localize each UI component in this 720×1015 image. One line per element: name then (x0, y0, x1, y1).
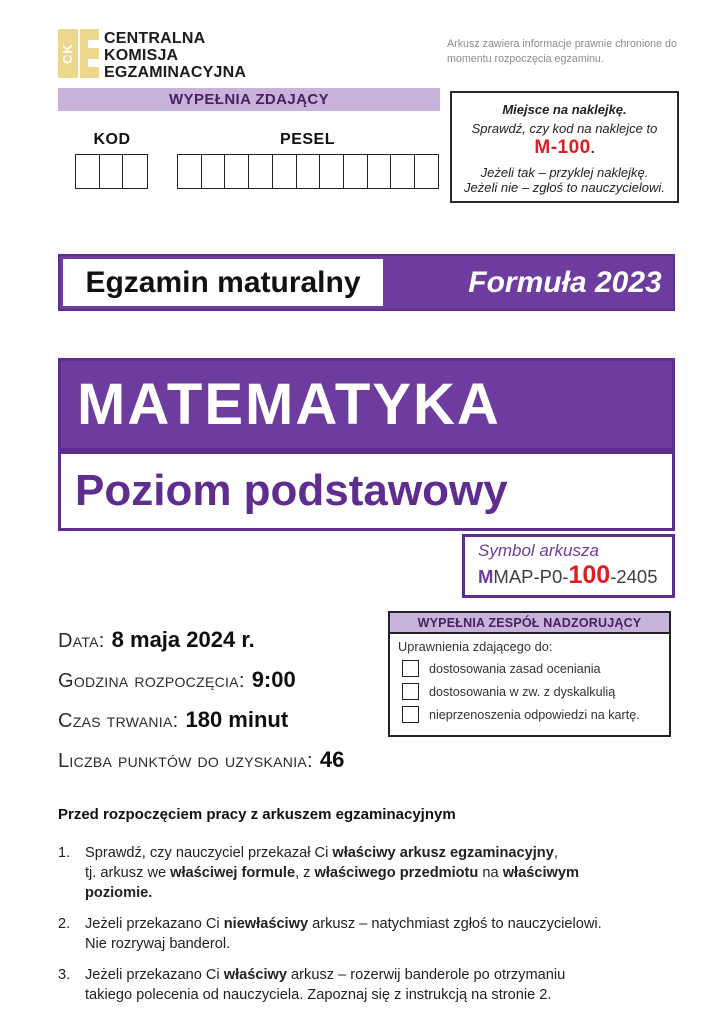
sheet-symbol-code (478, 561, 672, 590)
exam-banner (58, 254, 675, 311)
code-cell (296, 154, 321, 189)
code-cell (177, 154, 202, 189)
sheet-symbol-variant: 100 (568, 561, 611, 589)
sheet-symbol-prefix-highlight: M (478, 566, 494, 587)
sheet-symbol-label: Symbol arkusza (478, 541, 599, 560)
sheet-symbol-suffix: -2405 (610, 566, 658, 587)
instruction-item (58, 843, 674, 903)
pesel-label: PESEL (280, 131, 335, 148)
instruction-item-number: 1. (58, 845, 71, 861)
sticker-code-suffix: . (590, 140, 595, 156)
exam-info-row (58, 627, 344, 653)
instruction-item (58, 965, 674, 1005)
code-cell (224, 154, 249, 189)
instruction-item-text: Jeżeli przekazano Ci niewłaściwy arkusz – natychmiast zgłoś to nauczycielowi. Nie rozrywaj banderol. (85, 916, 602, 952)
cke-logo (58, 29, 99, 78)
exam-banner-title: Egzamin maturalny (63, 259, 383, 306)
checkbox (402, 683, 419, 700)
kod-cells (75, 154, 148, 189)
exam-banner-formula: Formuła 2023 (468, 265, 662, 299)
cke-logo-ck-mark: CK (58, 29, 78, 78)
sticker-box (450, 91, 679, 203)
exam-info-value: 46 (319, 747, 345, 772)
code-cell (122, 154, 147, 189)
cke-logo-e-mark (80, 29, 99, 78)
code-cell (99, 154, 124, 189)
supervisor-options (390, 660, 669, 723)
sticker-yes-line: Jeżeli tak – przyklej naklejkę. (480, 165, 649, 180)
code-cell (343, 154, 368, 189)
exam-info-label: Liczba punktów do uzyskania: (58, 750, 313, 772)
supervisor-box-header: WYPEŁNIA ZESPÓŁ NADZORUJĄCY (390, 613, 669, 634)
instruction-item-text: Sprawdź, czy nauczyciel przekazał Ci właściwy arkusz egzaminacyjny, tj. arkusz we właściwej formule, z właściwego przedmiotu na właściwym poziomie. (85, 845, 579, 901)
exam-info-value: 9:00 (251, 667, 296, 692)
exam-info-label: Czas trwania: (58, 710, 179, 732)
exam-info (58, 627, 344, 787)
accommodation-option-label: nieprzenoszenia odpowiedzi na kartę. (429, 707, 640, 722)
organization-name-line: CENTRALNA (104, 30, 206, 47)
instructions (58, 806, 674, 1015)
instruction-item (58, 914, 674, 954)
checkbox (402, 706, 419, 723)
sheet-symbol-prefix: MAP-P0- (493, 566, 569, 587)
sticker-title: Miejsce na naklejkę. (502, 102, 627, 117)
accommodation-option (402, 660, 669, 677)
code-cell (248, 154, 273, 189)
code-cell (272, 154, 297, 189)
code-cell (367, 154, 392, 189)
code-cell (414, 154, 439, 189)
organization-name-line: EGZAMINACYJNA (104, 64, 247, 81)
supervisor-box (388, 611, 671, 737)
sticker-code: M-100 (534, 137, 591, 158)
instruction-item-number: 3. (58, 967, 71, 983)
sticker-no-line: Jeżeli nie – zgłoś to nauczycielowi. (464, 180, 665, 195)
accommodation-option-label: dostosowania w zw. z dyskalkulią (429, 684, 616, 699)
sticker-check-line: Sprawdź, czy kod na naklejce to (471, 121, 658, 136)
organization-name (104, 30, 246, 81)
exam-info-label: Godzina rozpoczęcia: (58, 670, 245, 692)
supervisor-box-intro: Uprawnienia zdającego do: (398, 639, 553, 654)
exam-info-value: 180 minut (185, 707, 289, 732)
code-cell (201, 154, 226, 189)
instruction-item-text: Jeżeli przekazano Ci właściwy arkusz – rozerwij banderole po otrzymaniu takiego polecenia od nauczyciela. Zapoznaj się z instrukcją na stronie 2. (85, 967, 566, 1003)
code-cell (390, 154, 415, 189)
checkbox (402, 660, 419, 677)
code-cell (75, 154, 100, 189)
accommodation-option (402, 683, 669, 700)
pesel-cells (177, 154, 439, 189)
subject-level: Poziom podstawowy (58, 451, 675, 531)
exam-info-row (58, 747, 344, 773)
accommodation-option-label: dostosowania zasad oceniania (429, 661, 601, 676)
organization-name-line: KOMISJA (104, 47, 179, 64)
exam-info-row (58, 707, 344, 733)
code-cell (319, 154, 344, 189)
exam-info-label: Data: (58, 630, 105, 652)
sticker-code-line (452, 138, 677, 159)
accommodation-option (402, 706, 669, 723)
exam-info-row (58, 667, 344, 693)
instructions-list (58, 843, 674, 1005)
candidate-section-bar: WYPEŁNIA ZDAJĄCY (58, 88, 440, 111)
exam-info-value: 8 maja 2024 r. (111, 627, 255, 652)
instructions-heading: Przed rozpoczęciem pracy z arkuszem egzaminacyjnym (58, 806, 456, 823)
legal-notice: Arkusz zawiera informacje prawnie chronione do momentu rozpoczęcia egzaminu. (447, 38, 677, 65)
instruction-item-number: 2. (58, 916, 71, 932)
kod-label: KOD (93, 131, 131, 148)
sheet-symbol-box (462, 534, 675, 598)
subject-title: MATEMATYKA (58, 358, 675, 451)
